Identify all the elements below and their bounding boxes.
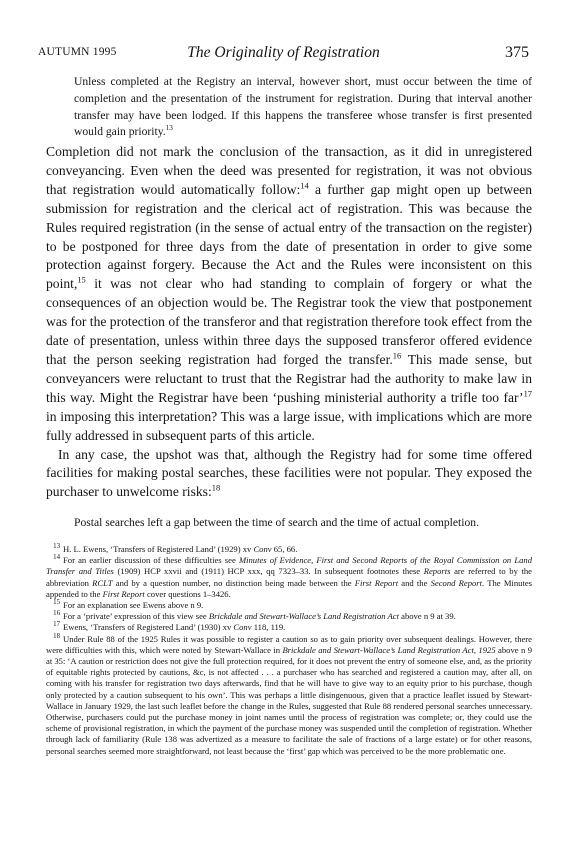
- paragraph-2: [46, 446, 532, 503]
- block-quote-1: [74, 74, 532, 141]
- footnote-number: 18: [53, 632, 60, 640]
- page-number: 375: [505, 44, 529, 61]
- running-title: The Originality of Registration: [187, 44, 380, 61]
- footnote-ref-18[interactable]: 18: [211, 482, 221, 493]
- footnote-ref-16[interactable]: 16: [392, 350, 402, 361]
- footnote-ref-15[interactable]: 15: [77, 274, 86, 285]
- paragraph-1: [46, 143, 532, 446]
- footnote-number: 13: [53, 543, 60, 551]
- running-header: [38, 44, 529, 64]
- body-text: [46, 143, 532, 502]
- footnotes: [46, 544, 532, 757]
- footnote-ref-13[interactable]: 13: [165, 124, 173, 133]
- footnote-16: $^{16}$ For a ‘private’ expression of this view see Brickdale and Stewart-Wallace’s Land Registration Act above n 9 at 39.: [46, 611, 532, 622]
- footnote-number: 15: [53, 599, 60, 607]
- footnote-ref-14[interactable]: 14: [300, 180, 309, 191]
- paragraph-2-text: In any case, the upshot was that, although the Registry had for some time offered facilities for making postal searches, these facilities were not popular. They exposed the purchaser to unwelcome risks:: [46, 446, 532, 500]
- footnote-number: 16: [53, 610, 60, 618]
- paragraph-1-text: it was not clear who had standing to complain of forgery or what the consequences of an objection would be. The Registrar took the view that postponement was for the protection of the transferor and that registration therefore took effect from the date of presentation, unless within three days the supposed transferor offered evidence that the person seeking registration had forged the transfer.: [46, 276, 532, 367]
- journal-issue: AUTUMN 1995: [38, 46, 117, 58]
- paragraph-1-text: This made sense, but conveyancers were reluctant to trust that the Registrar had the authority to make law in this way. Might the Registrar have been ‘pushing ministerial authority a trifle too far’: [46, 351, 532, 405]
- footnote-number: 17: [53, 621, 60, 629]
- footnote-15: $^{15}$ For an explanation see Ewens above n 9.: [46, 600, 532, 611]
- footnote-17: $^{17}$ Ewens, ‘Transfers of Registered Land’ (1930) xv Conv 118, 119.: [46, 622, 532, 633]
- footnote-14: $^{14}$ For an earlier discussion of these difficulties see Minutes of Evidence, First and Second Reports of the Royal Commission on Land Transfer and Titles (1909) HCP xxvii and (1911) HCP xxx, qq 7323–33. In subsequent footnotes these Reports are referred to by the abbreviation RCLT and by a question number, no distinction being made between the First Report and the Second Report. The Minutes appended to the First Report cover questions 1–3426.: [46, 554, 532, 599]
- footnote-number: 14: [53, 554, 60, 562]
- block-quote-2: [74, 515, 532, 532]
- footnote-18: $^{18}$ Under Rule 88 of the 1925 Rules it was possible to register a caution so as to gain priority over subsequent dealings. However, there were difficulties with this, which were noted by Stewart-Wallace in Brickdale and Stewart-Wallace’s Land Registration Act, 1925 above n 9 at 35: ‘A caution or restriction does not give the full protection required, for it does not prevent the entry of someone else, and, as the priority of equitable rights protected by cautions, &c, is not affected . . . a purchaser who has searched and registered a caution may, after all, on coming with his transfer for registration two days afterwards, find that he will have to give way to an equity prior to his purchase, though only protected by a caution subsequent to his own’. This was perhaps a little disingenuous, given that a practice leaflet issued by Stewart-Wallace in January 1929, the last such leaflet before the change in the Rules, suggested that Rule 88 rendered personal searches unnecessary. Otherwise, purchasers could put the purchase money in joint names until the process of registration was complete; or, they could use the scheme of provisional registration, in which the payment of the purchase money was suspended until the completion of registration. Whether through lack of familiarity (Rule 138 was advertized as a measure to facilitate the sale of fractions of a large estate) or for other reasons, personal searches seemed more straightforward, not least because the ‘first’ gap which was perceived to be the more problematic one.: [46, 632, 532, 756]
- paragraph-1-text: a further gap might open up between submission for registration and the clerical act of registration. This was because the Rules required registration (in the sense of actual entry of the transaction on the register) to be postponed for three days from the date of presentation in order to give some protection against forgery. Because the Act and the Rules were inconsistent on this point,: [46, 181, 532, 292]
- paragraph-1-text: in imposing this interpretation? This was a large issue, with implications which are more fully addressed in subsequent parts of this article.: [46, 408, 532, 443]
- block-quote-2-text: Postal searches left a gap between the time of search and the time of actual completion.: [74, 516, 479, 529]
- block-quote-1-text: Unless completed at the Registry an interval, however short, must occur between the time of completion and the presentation of the instrument for registration. During that interval another transfer may have been lodged. If this happens the transferee whose transfer is first presented would gain priority.: [74, 75, 532, 139]
- footnote-ref-17[interactable]: 17: [523, 388, 532, 399]
- footnote-13: $^{13}$ H. L. Ewens, ‘Transfers of Registered Land’ (1929) xv Conv 65, 66.: [46, 544, 532, 555]
- paragraph-1-text: Completion did not mark the conclusion of the transaction, as it did in unregistered conveyancing. Even when the deed was presented for registration, it was not obvious that registration would automatically follow:: [46, 144, 532, 197]
